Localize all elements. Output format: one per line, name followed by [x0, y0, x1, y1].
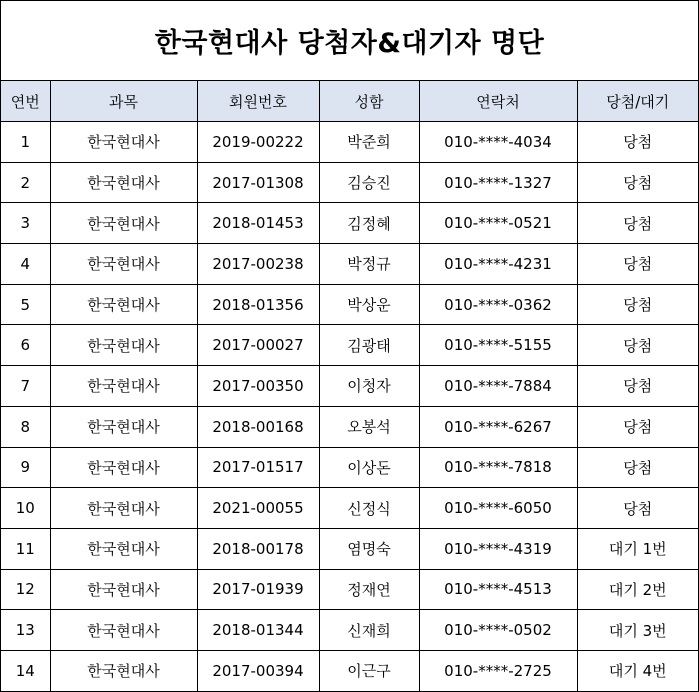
cell-contact: 010-****-7818 [419, 447, 577, 488]
table-row [1, 528, 698, 569]
cell-serial: 1 [1, 122, 50, 163]
cell-name: 오봉석 [319, 406, 419, 447]
cell-name: 이근구 [319, 650, 419, 690]
cell-contact: 010-****-0362 [419, 284, 577, 325]
header-cell-member-id: 회원번호 [197, 81, 319, 122]
cell-subject: 한국현대사 [50, 325, 197, 366]
table-row [1, 610, 698, 651]
cell-contact: 010-****-0502 [419, 610, 577, 651]
cell-name: 김정혜 [319, 203, 419, 244]
cell-serial: 3 [1, 203, 50, 244]
cell-name: 박정규 [319, 244, 419, 285]
cell-status: 당첨 [577, 284, 698, 325]
cell-member-id: 2018-01356 [197, 284, 319, 325]
header-cell-name: 성함 [319, 81, 419, 122]
cell-name: 신정식 [319, 488, 419, 529]
table-row [1, 162, 698, 203]
table-row [1, 447, 698, 488]
cell-serial: 2 [1, 162, 50, 203]
cell-contact: 010-****-2725 [419, 650, 577, 690]
header-cell-serial: 연번 [1, 81, 50, 122]
table-row [1, 284, 698, 325]
cell-subject: 한국현대사 [50, 447, 197, 488]
page-title: 한국현대사 당첨자&대기자 명단 [154, 28, 545, 59]
cell-name: 박준희 [319, 122, 419, 163]
cell-name: 김승진 [319, 162, 419, 203]
cell-name: 박상운 [319, 284, 419, 325]
cell-name: 염명숙 [319, 528, 419, 569]
cell-serial: 10 [1, 488, 50, 529]
cell-subject: 한국현대사 [50, 366, 197, 407]
table-row [1, 406, 698, 447]
cell-serial: 8 [1, 406, 50, 447]
cell-member-id: 2017-00394 [197, 650, 319, 690]
header-row [1, 81, 698, 122]
cell-serial: 4 [1, 244, 50, 285]
cell-status: 당첨 [577, 406, 698, 447]
cell-status: 당첨 [577, 488, 698, 529]
cell-member-id: 2018-01344 [197, 610, 319, 651]
cell-status: 당첨 [577, 122, 698, 163]
cell-status: 대기 3번 [577, 610, 698, 651]
cell-contact: 010-****-5155 [419, 325, 577, 366]
cell-member-id: 2017-01517 [197, 447, 319, 488]
cell-contact: 010-****-4231 [419, 244, 577, 285]
title-bar [1, 1, 698, 81]
cell-subject: 한국현대사 [50, 162, 197, 203]
cell-member-id: 2018-01453 [197, 203, 319, 244]
cell-subject: 한국현대사 [50, 284, 197, 325]
cell-member-id: 2018-00178 [197, 528, 319, 569]
table-row [1, 244, 698, 285]
cell-contact: 010-****-4319 [419, 528, 577, 569]
cell-subject: 한국현대사 [50, 203, 197, 244]
cell-status: 당첨 [577, 366, 698, 407]
header-cell-contact: 연락처 [419, 81, 577, 122]
roster-table [1, 81, 698, 691]
cell-member-id: 2019-00222 [197, 122, 319, 163]
cell-status: 당첨 [577, 203, 698, 244]
cell-subject: 한국현대사 [50, 244, 197, 285]
cell-status: 당첨 [577, 325, 698, 366]
cell-subject: 한국현대사 [50, 488, 197, 529]
header-cell-subject: 과목 [50, 81, 197, 122]
cell-name: 김광태 [319, 325, 419, 366]
table-row [1, 122, 698, 163]
cell-member-id: 2021-00055 [197, 488, 319, 529]
cell-contact: 010-****-0521 [419, 203, 577, 244]
cell-subject: 한국현대사 [50, 122, 197, 163]
cell-member-id: 2017-00350 [197, 366, 319, 407]
roster-body [1, 122, 698, 691]
cell-name: 신재희 [319, 610, 419, 651]
cell-name: 정재연 [319, 569, 419, 610]
cell-serial: 9 [1, 447, 50, 488]
cell-serial: 12 [1, 569, 50, 610]
cell-status: 대기 4번 [577, 650, 698, 690]
table-row [1, 488, 698, 529]
cell-subject: 한국현대사 [50, 528, 197, 569]
cell-serial: 7 [1, 366, 50, 407]
cell-serial: 13 [1, 610, 50, 651]
cell-contact: 010-****-4513 [419, 569, 577, 610]
cell-serial: 11 [1, 528, 50, 569]
table-row [1, 650, 698, 690]
cell-status: 당첨 [577, 244, 698, 285]
cell-status: 대기 1번 [577, 528, 698, 569]
cell-member-id: 2017-00238 [197, 244, 319, 285]
cell-subject: 한국현대사 [50, 610, 197, 651]
header-cell-status: 당첨/대기 [577, 81, 698, 122]
cell-status: 대기 2번 [577, 569, 698, 610]
cell-status: 당첨 [577, 162, 698, 203]
cell-member-id: 2017-01939 [197, 569, 319, 610]
cell-contact: 010-****-6267 [419, 406, 577, 447]
table-row [1, 569, 698, 610]
cell-member-id: 2017-00027 [197, 325, 319, 366]
cell-contact: 010-****-6050 [419, 488, 577, 529]
cell-subject: 한국현대사 [50, 569, 197, 610]
cell-serial: 6 [1, 325, 50, 366]
cell-status: 당첨 [577, 447, 698, 488]
cell-subject: 한국현대사 [50, 650, 197, 690]
cell-member-id: 2017-01308 [197, 162, 319, 203]
cell-serial: 5 [1, 284, 50, 325]
table-row [1, 366, 698, 407]
cell-contact: 010-****-1327 [419, 162, 577, 203]
cell-name: 이상돈 [319, 447, 419, 488]
cell-member-id: 2018-00168 [197, 406, 319, 447]
cell-name: 이청자 [319, 366, 419, 407]
cell-serial: 14 [1, 650, 50, 690]
cell-contact: 010-****-4034 [419, 122, 577, 163]
cell-contact: 010-****-7884 [419, 366, 577, 407]
table-row [1, 325, 698, 366]
cell-subject: 한국현대사 [50, 406, 197, 447]
table-row [1, 203, 698, 244]
